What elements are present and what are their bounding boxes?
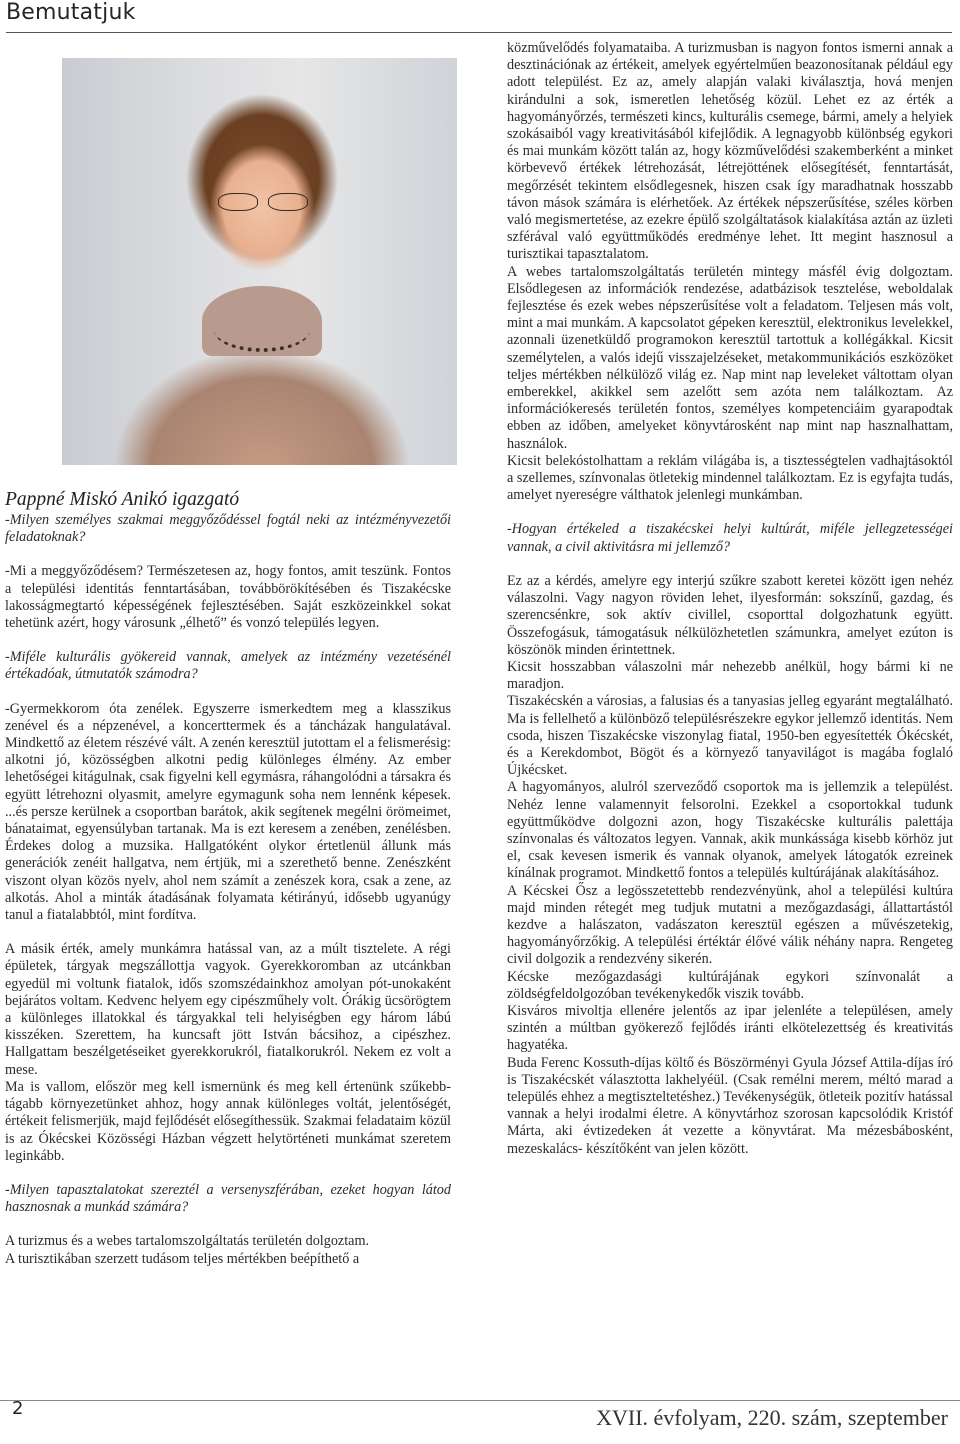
portrait-photo xyxy=(62,58,457,465)
footer-rule xyxy=(0,1400,960,1401)
answer-paragraph: Kicsit hosszabban válaszolni már nehezebb anélkül, hogy bármi ki ne maradjon. xyxy=(507,658,953,693)
answer-paragraph: Kicsit belekóstolhattam a reklám világába is, a tisztességtelen vadhajtásoktól a szellemes, színvonalas ötletekig mindennel találkoztam. Ez is egyfajta tudás, amelyet nyereségre válthatok jelenlegi munkámban. xyxy=(507,452,953,504)
right-column-body xyxy=(507,40,953,1158)
answer-paragraph: közművelődés folyamataiba. A turizmusban is nagyon fontos ismerni annak a desztinációnak az értékeit, amelyek egyértelműen beazonosítanak például egy adott települést. Ez az, amely alapján valaki kiválasztja, hová menjen kirándulni a sok, ismeretlen lehetőség közül. Lehet ez az érték a hagyományőrzés, természeti kincs, kulturális csemege, bármi, amely a helyiek szokásaiból vagy kreativitásából kifejlődik. A legnagyobb különbség egykori és mai munkám között talán az, hogy közművelődési szakemberként a minket körbevevő értékek létrehozását, létrejöttének elősegítését, fenntartását, megőrzését tekintem elsődlegesnek, hiszen csak így maradhatnak hosszabb távon mások számára is elérhetőek. Az értékek népszerűsítése, széles körben való megismertetése, az ezekre épülő szolgáltatások kialakítása aztán az üzleti szférával való együttműködés eredménye lehet. Itt megint hasznosul a turisztikai tapasztalatom. xyxy=(507,40,953,263)
title-rule xyxy=(6,32,952,33)
left-column xyxy=(5,488,451,1268)
answer-paragraph: -Mi a meggyőződésem? Természetesen az, hogy fontos, amit teszünk. Fontos a települési identitás fenntartásában, továbbörökítésében és Tiszakécske lakosságmegtartó képességének fejlesztésében. Saját eszközeinkkel sokat tehetünk azért, hogy városunk „élhető” és vonzó település legyen. xyxy=(5,563,451,632)
answer-paragraph: A turisztikában szerzett tudásom teljes mértékben beépíthető a xyxy=(5,1250,360,1267)
answer-paragraph: A másik érték, amely munkámra hatással van, az a múlt tisztelete. A régi épületek, tárgyak megszállottja vagyok. Gyerekkoromban az utcánkban egyedül mi voltunk fiatalok, idős szomszédainkhoz amolyan pót-unokaként bejárátos voltam. Kedvenc helyem egy cipészműhely volt. Órákig ücsörögtem a különleges illatokkal és tárgyakkal teli helyiségben egy három lábú kisszéken. Szerettem, ha kuncsaft jött István bácsihoz, a cipészhez. Hallgattam beszélgetéseiket gyerekkorukról, fiatalkorukról. Nekem ez volt a mese. xyxy=(5,941,451,1078)
answer-paragraph: A webes tartalomszolgáltatás területén mintegy másfél évig dolgoztam. Elsődlegesen az információk rendezése, adatbázisok tesztelése, weboldalak fejlesztése és ezek webes népszerűsítése volt a feladatom. Teljesen más volt, mint a mai munkám. A kapcsolatot gépeken keresztül, elektronikus levelekkel, azonnali üzenetküldő programokon keresztül tartottuk a kollégákkal. Kicsit személytelen, a valós idejű visszajelzéseket, metakommunikációs eszközöket teljes mértékben nélkülöző világ ez. Nap mint nap leveleket váltottam olyan emberekkel, akikkel sem azelőtt sem azóta nem találkoztam. Az információkeresés területén fontos, személyes kompetenciáim gyarapodtak ebben az időben, amelyeket könyvtárosként nap mint nap hasznalhattam, használok. xyxy=(507,263,953,452)
question-paragraph: -Miféle kulturális gyökereid vannak, amelyek az intézmény vezetésénél értékadóak, útmutatók számodra? xyxy=(5,649,451,683)
photo-glasses xyxy=(212,193,312,213)
answer-paragraph: Tiszakécskén a városias, a falusias és a tanyasias jelleg egyaránt megtalálható. Ma is fellelhető a különböző településrészekre egykor jellemző identitás. Nem csoda, hiszen Tiszakécske viszonylag fiatal, 1950-ben egyesítették Ókécskét, és a Kerekdombot, Bögöt és a környező tanyavilágot is magába foglaló Újkécsket. xyxy=(507,693,953,779)
answer-paragraph: A turizmus és a webes tartalomszolgáltatás területén dolgoztam. xyxy=(5,1233,370,1250)
left-column-body xyxy=(5,512,451,1268)
question-paragraph: -Milyen tapasztalatokat szereztél a versenyszférában, ezeket hogyan látod hasznosnak a munkád számára? xyxy=(5,1181,451,1216)
section-title: Bemutatjuk xyxy=(6,0,136,25)
answer-paragraph: Buda Ferenc Kossuth-díjas költő és Böszörményi Gyula József Attila-díjas író is Tiszakécskét választotta lakhelyéül. (Csak remélni merem, méltó marad a település ehhez a megtiszteltetéshez.) Tevékenységük, ötleteik pozitív hatással vannak a helyi irodalmi életre. A könyvtárhoz szorosan kapcsolódik Kristóf Márta, aki évtizedeken át vezette a könyvtárat. Ma mézesbábosként, mezeskalács- készítőként van jelen között. xyxy=(507,1054,953,1157)
answer-paragraph: Kécske mezőgazdasági kultúrájának egykori színvonalát a zöldségfeldolgozóban tevékenykedők viszik tovább. xyxy=(507,968,953,1002)
answer-paragraph: Ma is vallom, először meg kell ismernünk és meg kell értenünk szűkebb-tágabb környezetünket ahhoz, hogy annak különleges voltát, jelentőségét, értékeit felismerjük, majd fejlődését elősegíthessük. Szakmai feladataim közül is az Ókécskei Közösségi Házban végzett helytörténeti munkámat szeretem leginkább. xyxy=(5,1078,451,1164)
question-paragraph: -Hogyan értékeled a tiszakécskei helyi kultúrát, miféle jellegzetességei vannak, a civil aktivitásra mi jellemző? xyxy=(507,521,953,555)
question-paragraph: -Milyen személyes szakmai meggyőződéssel fogtál neki az intézményvezetői feladatoknak? xyxy=(5,512,451,546)
interviewee-name: Pappné Miskó Anikó igazgató xyxy=(5,489,240,510)
answer-paragraph: Ez az a kérdés, amelyre egy interjú szűkre szabott keretei között igen nehéz válaszolni. Vagy nagyon röviden lehet, ilyesformán: sokszínű, gazdag, és szerencsénkre, sok aktív civillel, csoporttal dolgozhatunk együtt. Összefogásuk, támogatásuk nélkülözhetetlen számunkra, amelyet ezúton is köszönök minden érintettnek. xyxy=(507,572,953,658)
answer-paragraph: A Kécskei Ősz a legösszetettebb rendezvényünk, ahol a települési kultúra majd minden rétegét meg tudjuk mutatni a mezőgazdasági, állattartástól kezdve a halászaton, vadászaton keresztül egészen a művészetekig, hagyományőrzőkig. A települési értéktár élővé válik néhány napra. Rengeteg civil dolgozik a rendezvény sikerén. xyxy=(507,882,953,968)
right-column xyxy=(507,40,953,1158)
photo-necklace xyxy=(214,308,310,352)
answer-paragraph: -Gyermekkorom óta zenélek. Egyszerre ismerkedtem meg a klasszikus zenével és a népzenével, a koncerttermek és a táncházak hangulatával. Mindkettő az életem részévé vált. A zenén keresztül jutottam el a felismerésig: alkotni jó, közösségben alkotni pedig különleges élmény. Az ember lehetőségei kitágulnak, csak figyelni kell egymásra, ráhangolódni a társakra és együtt létrehozni olyasmit, amelyre egymagunk soha nem lennénk képesek. ...és persze kerülnek a csoportban barátok, akik segítenek megélni örömeimet, bánataimat, egyensúlyban tartanak. Ma is ezt keresem a zenében, zenélésben. Érdekes dolog a muzsika. Hallgatóként olykor értetlenül állunk más generációk zenéit hallgatva, nem értjük, mi a szerethető benne. Zenészként viszont olyan közös nyelv, ahol nem számít a zenészek kora, csak a zene, az alkotás. Ahol a minták átadásának folyamata kétirányú, idősebb ugyanúgy tanul a fiatalabbtól, mint fordítva. xyxy=(5,700,451,924)
page-number: 2 xyxy=(12,1398,24,1419)
answer-paragraph: A hagyományos, alulról szerveződő csoportok ma is jellemzik a települést. Nehéz lenne valamennyit felsorolni. Ezekkel a csoportokkal tudunk együttműködve dolgozni azon, hogy Tiszakécske kulturális palettája színvonalas és változatos legyen. Vannak, akik munkássága kisebb körhöz jut el, csak kevesen ismerik és vannak olyanok, amelyek látogatók ezreinek kínálnak programot. Mindkettő fontos a település kultúrájának alakításához. xyxy=(507,779,953,882)
answer-paragraph: Kisváros mivoltja ellenére jelentős az ipar jelenléte a településen, amely szintén a múltban gyökerező fejlődés iránti elkötelezettség és kreativitás hagyatéka. xyxy=(507,1002,953,1054)
issue-info: XVII. évfolyam, 220. szám, szeptember xyxy=(596,1405,948,1430)
